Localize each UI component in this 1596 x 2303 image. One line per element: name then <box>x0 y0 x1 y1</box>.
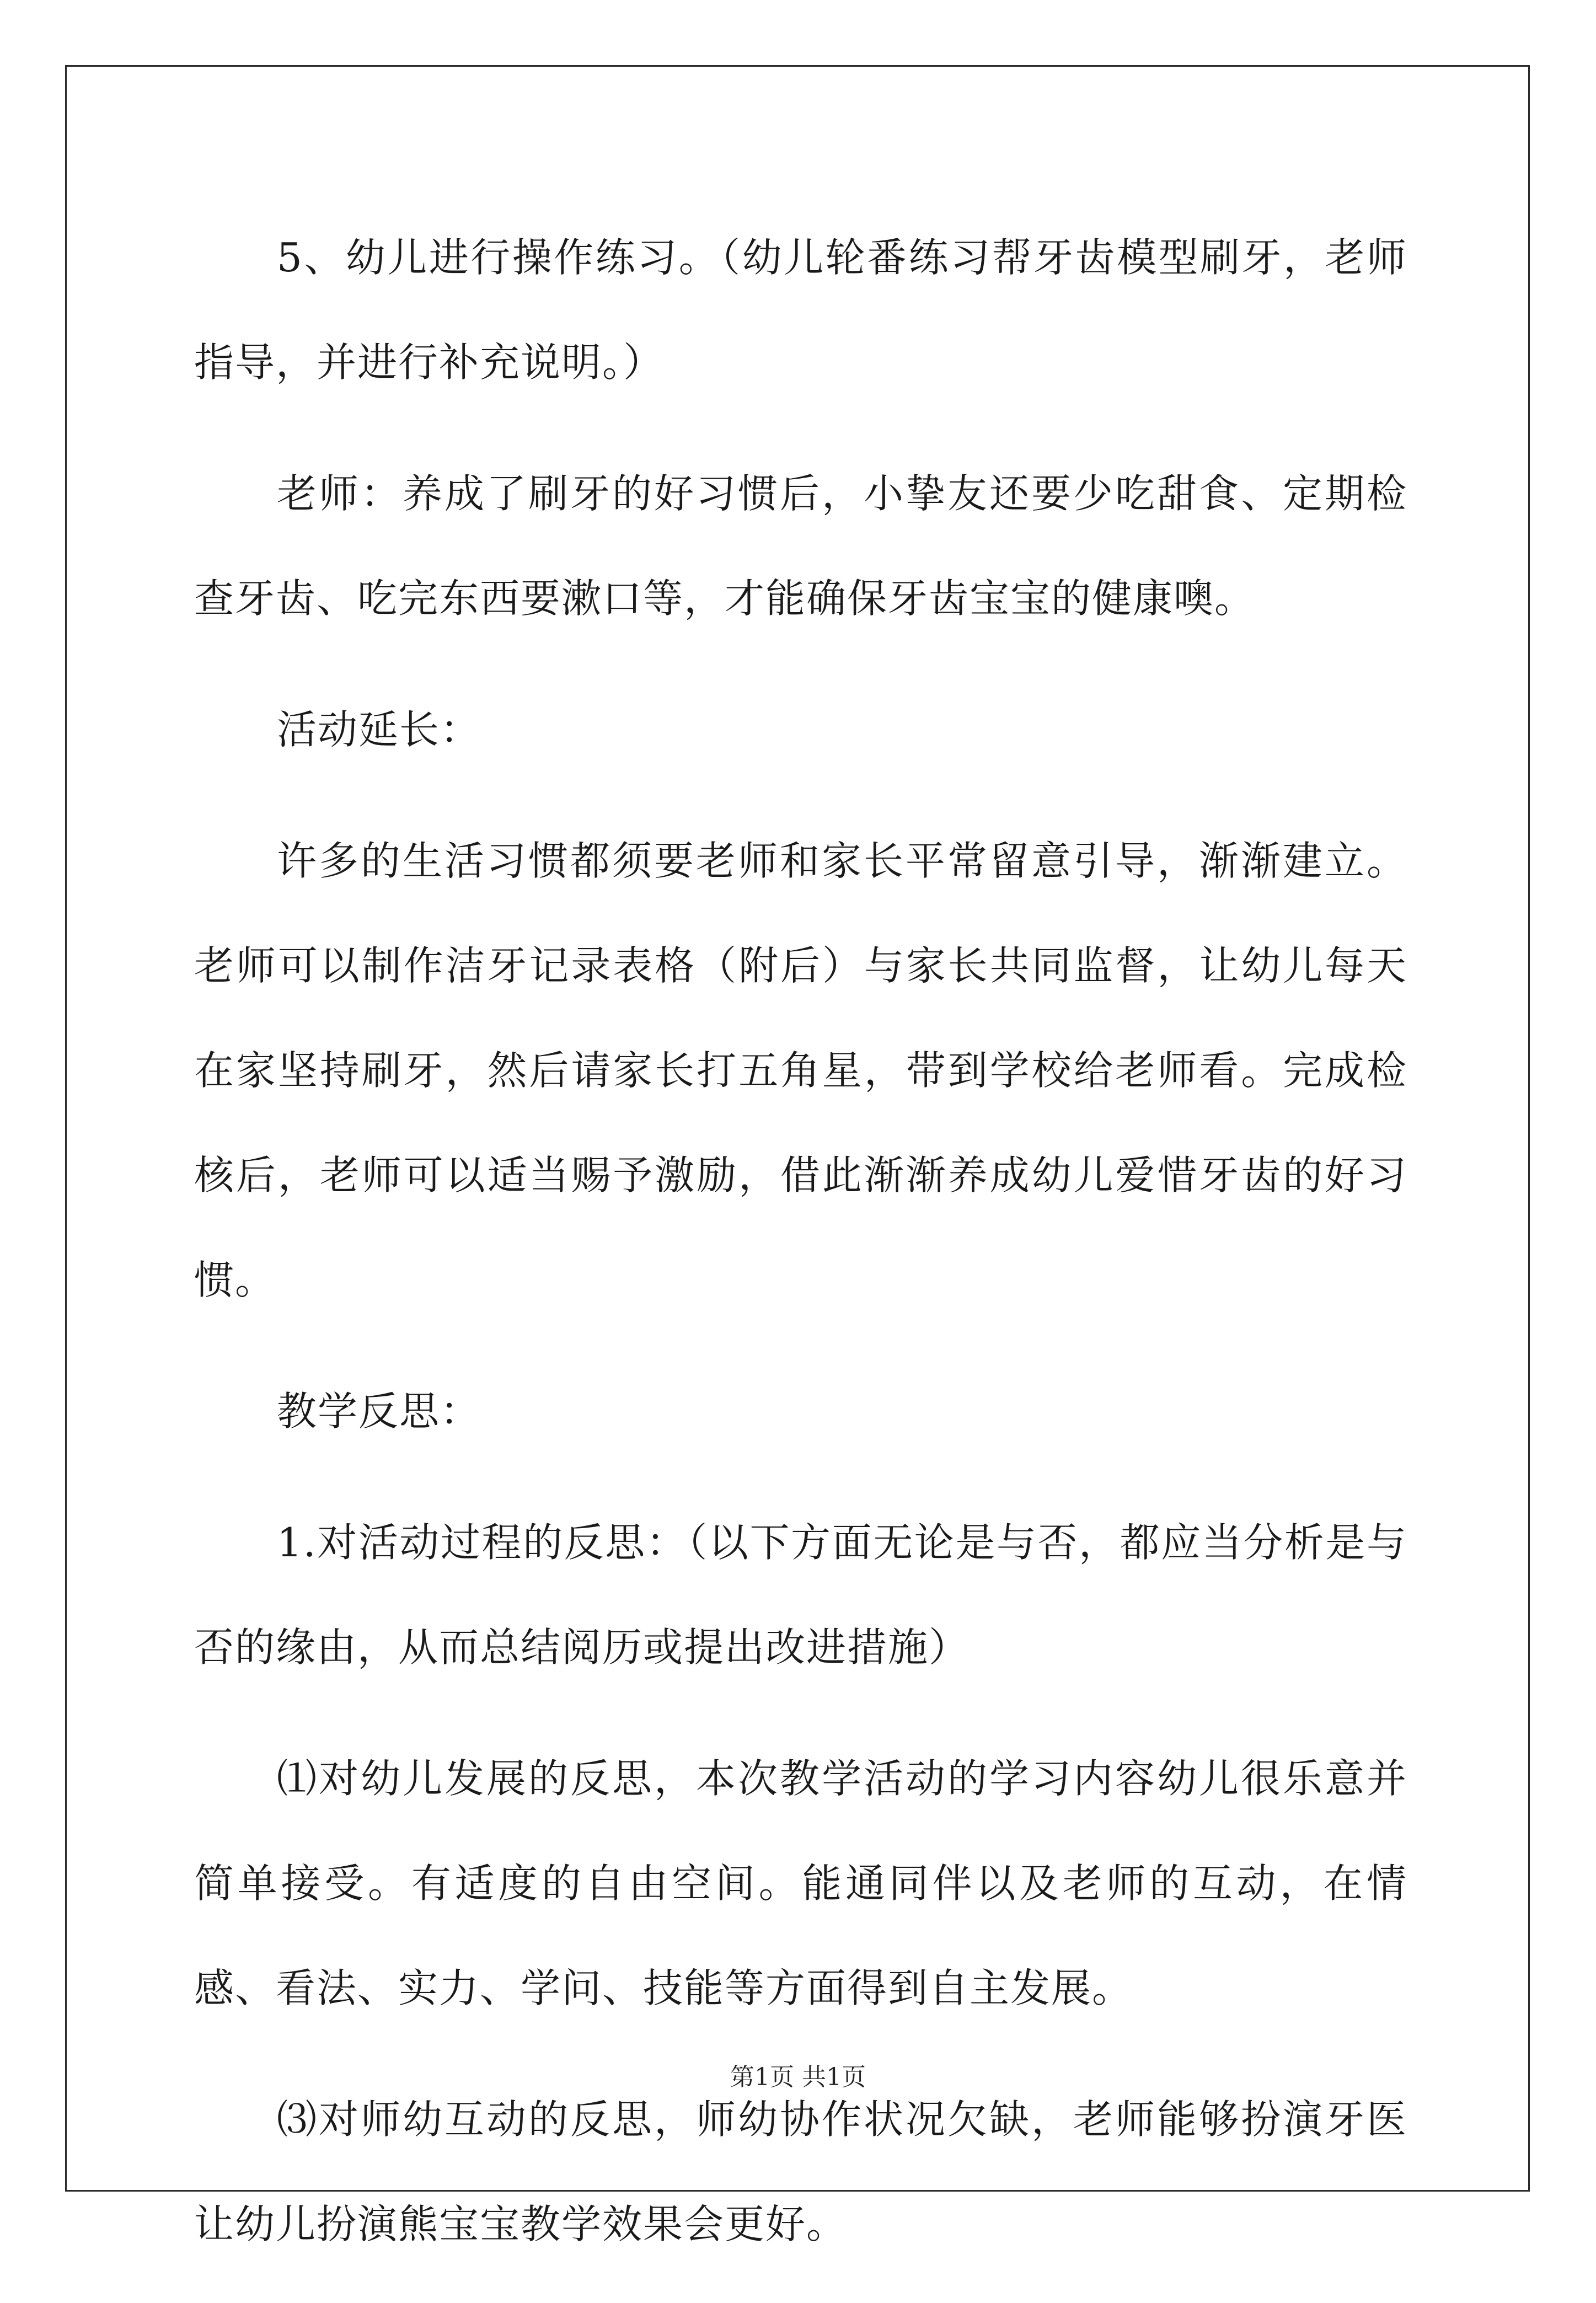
heading-activity-extension: 活动延长： <box>277 706 481 753</box>
page-number-footer: 第1页 共1页 <box>730 2063 866 2091</box>
paragraph-reflection-child-development: ⑴对幼儿发展的反思，本次教学活动的学习内容幼儿很乐意并简单接受。有适度的自由空间。能通同伴以及老师的互动，在情感、看法、实力、学问、技能等方面得到自主发展。 <box>194 1755 1407 2011</box>
heading-teaching-reflection: 教学反思： <box>277 1388 481 1434</box>
paragraph-activity-extension: 许多的生活习惯都须要老师和家长平常留意引导，渐渐建立。老师可以制作洁牙记录表格（附后）与家长共同监督，让幼儿每天在家坚持刷牙，然后请家长打五角星，带到学校给老师看。完成检核后，老师可以适当赐予激励，借此渐渐养成幼儿爱惜牙齿的好习惯。 <box>194 838 1407 1303</box>
paragraph-step-5: 5、幼儿进行操作练习。（幼儿轮番练习帮牙齿模型刷牙，老师指导，并进行补充说明。） <box>194 234 1407 385</box>
paragraph-teacher-note: 老师：养成了刷牙的好习惯后，小挚友还要少吃甜食、定期检查牙齿、吃完东西要漱口等，才能确保牙齿宝宝的健康噢。 <box>194 470 1407 622</box>
paragraph-reflection-interaction: ⑶对师幼互动的反思，师幼协作状况欠缺，老师能够扮演牙医让幼儿扮演熊宝宝教学效果会更好。 <box>194 2096 1407 2247</box>
document-body <box>194 205 1407 2303</box>
paragraph-reflection-process: 1.对活动过程的反思：（以下方面无论是与否，都应当分析是与否的缘由，从而总结阅历或提出改进措施） <box>194 1519 1407 1670</box>
